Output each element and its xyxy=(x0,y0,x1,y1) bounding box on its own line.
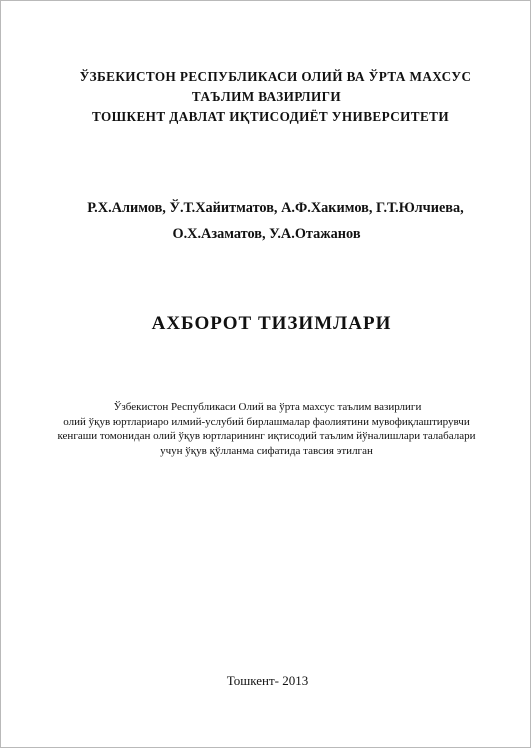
institution-header xyxy=(1,67,531,127)
university-name: ТОШКЕНТ ДАВЛАТ ИҚТИСОДИЁТ УНИВЕРСИТЕТИ xyxy=(91,109,450,124)
ministry-line: ТАЪЛИМ ВАЗИРЛИГИ xyxy=(191,89,342,104)
recommendation-line: учун ўқув қўлланма сифатида тавсия этилган xyxy=(160,444,373,457)
authors-block xyxy=(1,195,531,247)
ministry-line: ЎЗБЕКИСТОН РЕСПУБЛИКАСИ ОЛИЙ ВА ЎРТА МАХСУС xyxy=(79,69,472,84)
recommendation-line: кенгаши томонидан олий ўқув юртларининг иқтисодий таълим йўналишлари талабалари xyxy=(57,430,476,442)
authors-line: Р.Х.Алимов, Ў.Т.Хайитматов, А.Ф.Хакимов, Г.Т.Юлчиева, xyxy=(87,200,464,216)
recommendation-line: олий ўқув юртлариаро илмий-услубий бирлашмалар фаолиятини мувофиқлаштирувчи xyxy=(63,415,470,428)
authors-line: О.Х.Азаматов, У.А.Отажанов xyxy=(172,226,361,242)
recommendation-line: Ўзбекистон Республикаси Олий ва ўрта махсус таълим вазирлиги xyxy=(113,401,422,413)
city-year: Тошкент- 2013 xyxy=(226,673,309,688)
recommendation-note xyxy=(1,400,531,458)
document-title: АХБОРОТ ТИЗИМЛАРИ xyxy=(151,313,392,334)
